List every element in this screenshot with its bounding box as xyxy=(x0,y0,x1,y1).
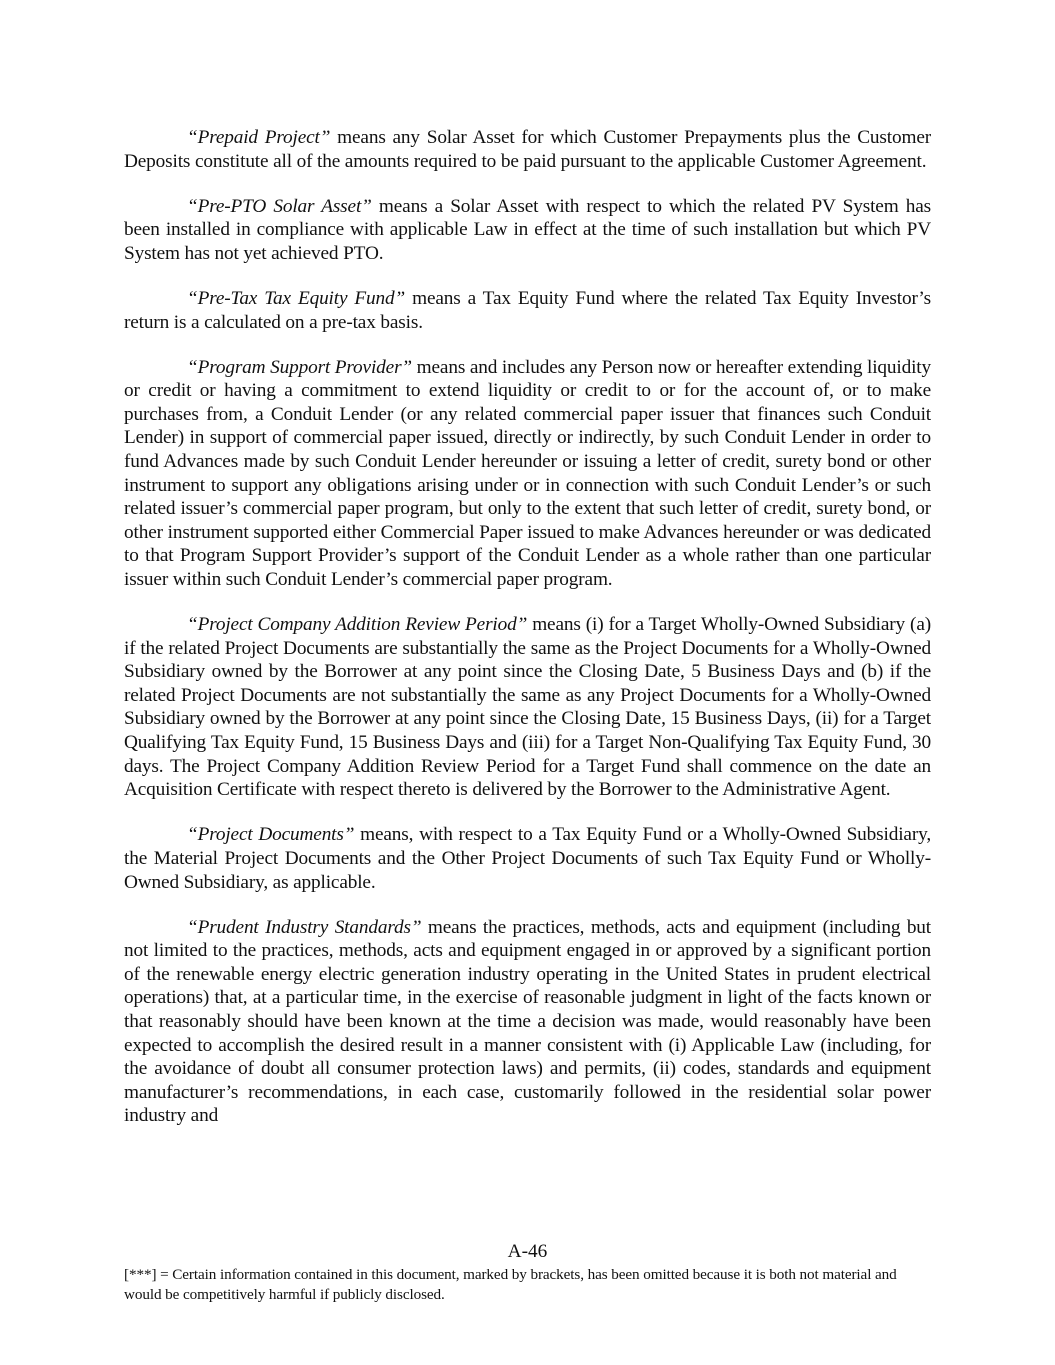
definition-pre-pto-solar-asset xyxy=(124,195,931,266)
definition-project-company-addition-review-period xyxy=(124,613,931,802)
document-body xyxy=(124,126,931,1149)
defined-term: “Prepaid Project” xyxy=(187,127,331,148)
defined-term: “Prudent Industry Standards” xyxy=(187,916,422,938)
definition-text: means (i) for a Target Wholly-Owned Subsidiary (a) if the related Project Documents are substantially the same as the Project Documents for a Wholly-Owned Subsidiary owned by the Borrower at any point since the Closing Date, 5 Business Days and (b) if the related Project Documents are not substantially the same as any Project Documents for a Wholly-Owned Subsidiary owned by the Borrower at any point since the Closing Date, 15 Business Days, (ii) for a Target Qualifying Tax Equity Fund, 15 Business Days and (iii) for a Target Non-Qualifying Tax Equity Fund, 30 days. The Project Company Addition Review Period for a Target Fund shall commence on the date an Acquisition Certificate with respect thereto is delivered by the Borrower to the Administrative Agent. xyxy=(124,614,931,801)
definition-text: means any Solar Asset for which Customer Prepayments plus the Customer Deposits constitute all of the amounts required to be paid pursuant to the applicable Customer Agreement. xyxy=(124,127,931,172)
definition-prudent-industry-standards xyxy=(124,916,931,1128)
defined-term: “Pre-PTO Solar Asset” xyxy=(187,195,372,217)
page-number: A-46 xyxy=(507,1241,548,1262)
definition-project-documents xyxy=(124,823,931,894)
defined-term: “Project Documents” xyxy=(187,824,355,846)
definition-text: means a Solar Asset with respect to which the related PV System has been installed in compliance with applicable Law in effect at the time of such installation but which PV System has not yet achieved PTO. xyxy=(124,195,931,264)
definition-program-support-provider xyxy=(124,356,931,592)
defined-term: “Project Company Addition Review Period” xyxy=(187,614,528,636)
defined-term: “Pre-Tax Tax Equity Fund” xyxy=(187,287,406,309)
definition-text: means, with respect to a Tax Equity Fund or a Wholly-Owned Subsidiary, the Material Project Documents and the Other Project Documents of such Tax Equity Fund or Wholly-Owned Subsidiary, as applicable. xyxy=(124,824,932,893)
definition-prepaid-project xyxy=(124,126,931,173)
confidentiality-footnote: [***] = Certain information contained in this document, marked by brackets, has been omitted because it is both not material and would be competitively harmful if publicly disclosed. xyxy=(124,1266,897,1303)
definition-pre-tax-tax-equity-fund xyxy=(124,287,931,334)
definition-text: means and includes any Person now or hereafter extending liquidity or credit or having a commitment to extend liquidity or credit to or for the account of, or to make purchases from, a Conduit Lender (or any related commercial paper issuer that finances such Conduit Lender) in support of commercial paper issued, directly or indirectly, by such Conduit Lender in order to fund Advances made by such Conduit Lender hereunder or issuing a letter of credit, surety bond or other instrument to support any obligations arising under or in connection with such Conduit Lender’s or such related issuer’s commercial paper program, but only to the extent that such letter of credit, surety bond, or other instrument supported either Commercial Paper issued to make Advances hereunder or was dedicated to that Program Support Provider’s support of the Conduit Lender as a whole rather than one particular issuer within such Conduit Lender’s commercial paper program. xyxy=(124,356,931,590)
defined-term: “Program Support Provider” xyxy=(187,356,412,378)
definition-text: means a Tax Equity Fund where the related Tax Equity Investor’s return is a calculated on a pre-tax basis. xyxy=(124,287,931,333)
definition-text: means the practices, methods, acts and equipment (including but not limited to the practices, methods, acts and equipment engaged in or approved by a significant portion of the renewable energy electric generation industry operating in the United States in prudent electrical operations) that, at a particular time, in the exercise of reasonable judgment in light of the facts known or that reasonably should have been known at the time a decision was made, would reasonably have been expected to accomplish the desired result in a manner consistent with (i) Applicable Law (including, for the avoidance of doubt all consumer protection laws) and permits, (ii) codes, standards and equipment manufacturer’s recommendations, in each case, customarily followed in the residential solar power industry and xyxy=(124,916,932,1127)
